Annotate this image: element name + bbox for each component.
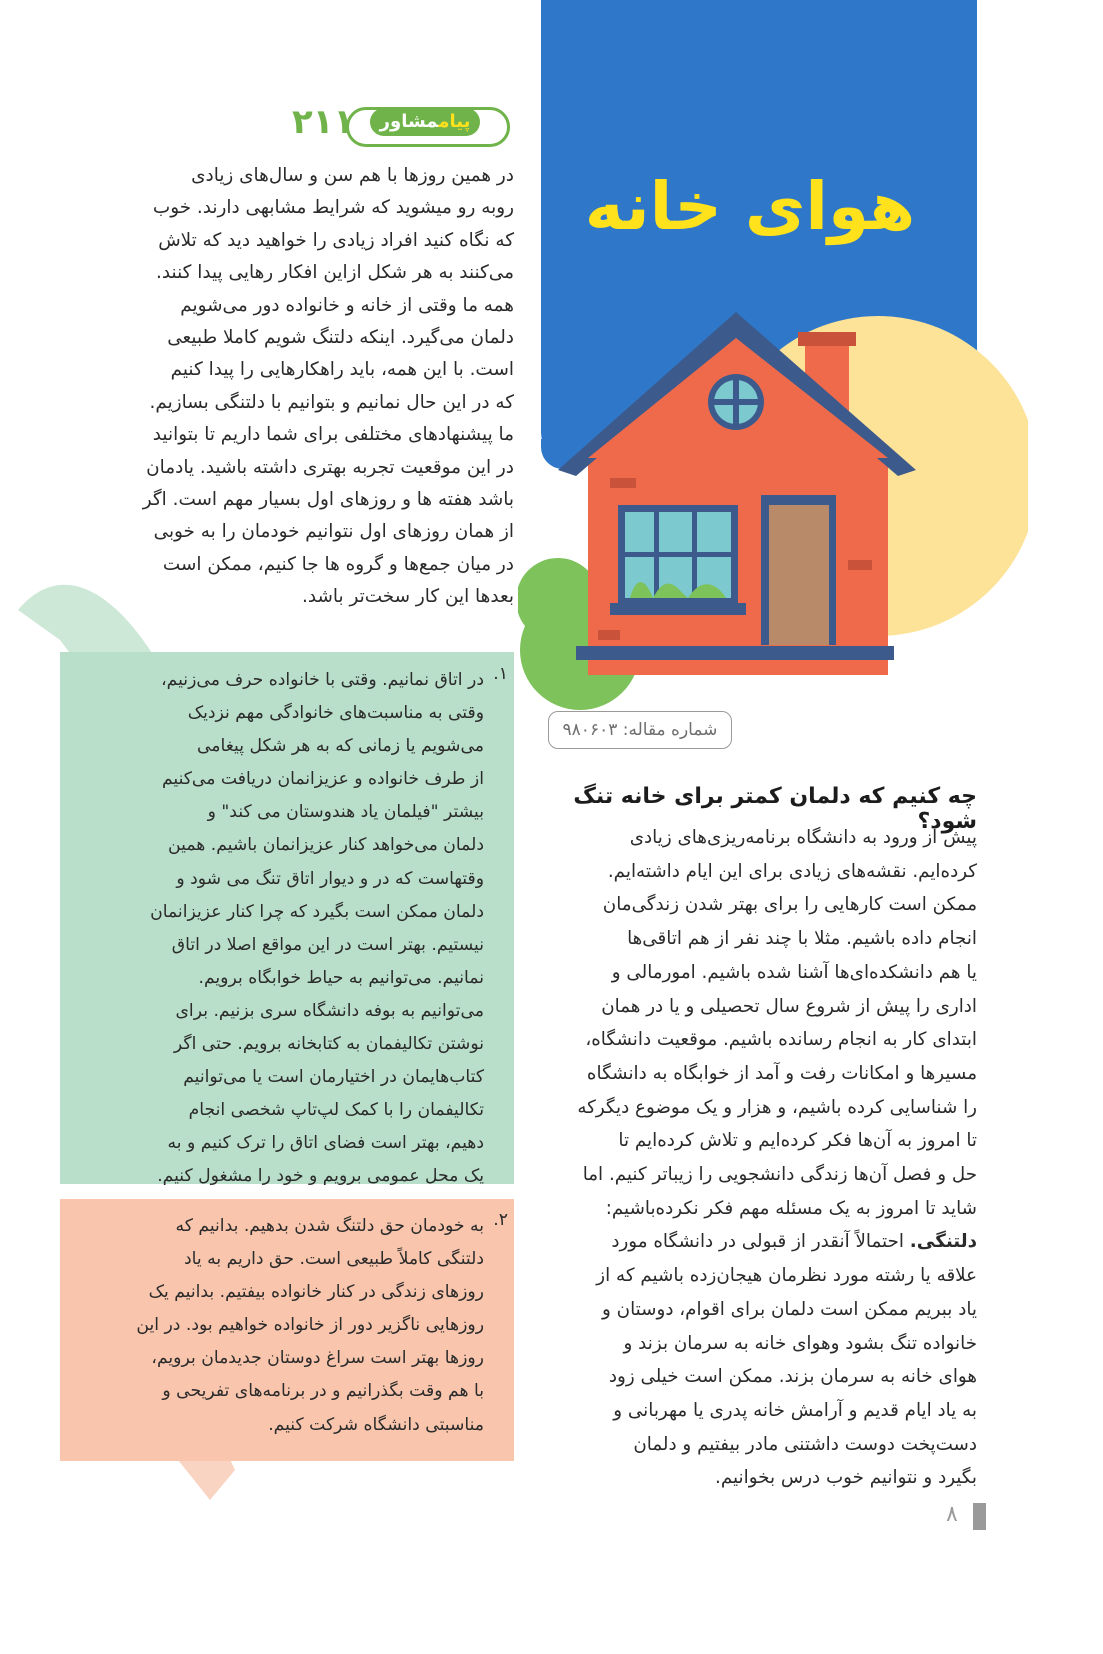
right-text-line: دست‌پخت دوست داشتنی مادر بیفتیم و دلمان	[633, 1433, 977, 1455]
tip-1-line: نوشتن تکالیفمان به کتابخانه برویم. حتی اگر	[173, 1034, 484, 1055]
intro-paragraph	[78, 160, 514, 614]
tip-2-number: ۲.	[493, 1210, 508, 1230]
right-text-line: یاد ببریم ممکن است دلمان برای اقوام، دوستان و	[602, 1298, 977, 1320]
tip-2-line: با هم وقت بگذرانیم و در برنامه‌های تفریحی و	[162, 1381, 484, 1402]
intro-line: روبه رو میشوید که شرایط مشابهی دارند. خوب	[152, 197, 514, 219]
logo-name-part2: مشاور	[379, 111, 439, 132]
tip-1-line: کتاب‌هایمان در اختیارمان است یا می‌توانیم	[183, 1067, 484, 1088]
right-column-text	[545, 821, 977, 1495]
intro-line: است. با این همه، باید راهکارهایی را پیدا کنیم	[170, 359, 514, 381]
intro-line: از همان روزهای اول نتوانیم خودمان را به خوبی	[153, 521, 514, 543]
tip-1-line: دلمان ممکن است بگیرد که چرا کنار عزیزانمان	[150, 901, 484, 922]
intro-line: دلمان می‌گیرد. اینکه دلتنگ شویم کاملا طبیعی	[167, 327, 514, 349]
tip-1-line: می‌شویم یا زمانی که به هر شکل پیغامی	[196, 736, 484, 757]
tip-2-line: روزهایی ناگزیر دور از خانواده خواهیم بود. در این	[136, 1315, 484, 1336]
tip-1-number: ۱.	[493, 664, 508, 684]
tip-box-1	[60, 652, 514, 1187]
page-title: هوای خانه	[584, 168, 916, 245]
tip-1-line: دهیم، بهتر است فضای اتاق را ترک کنیم و به	[167, 1133, 484, 1154]
tip-2-line: مناسبتی دانشگاه شرکت کنیم.	[268, 1414, 484, 1435]
right-text-line: کرده‌ایم. نقشه‌های زیادی برای این ایام داشته‌ایم.	[607, 860, 977, 882]
right-text-line: شاید تا امروز به یک مسئله مهم فکر نکرده‌باشیم:	[605, 1197, 977, 1219]
right-text-line: به یاد ایام قدیم و آرامش خانه پدری یا مهربانی و	[613, 1399, 977, 1421]
tip-2-line: روزهای زندگی در کنار خانواده بیفتیم. بدانیم یک	[148, 1282, 484, 1303]
tip-2-text	[78, 1210, 484, 1442]
intro-line: در این موقعیت تجربه بهتری داشته باشید. یادمان	[146, 456, 514, 478]
right-text-line: مسیرها و امکانات رفت و آمد از خوابگاه به دانشگاه	[586, 1062, 977, 1084]
tip-2-line: به خودمان حق دلتنگ شدن بدهیم. بدانیم که	[175, 1216, 484, 1236]
right-text-line: ممکن است کارهایی را برای بهتر شدن زندگی‌مان	[602, 894, 977, 916]
bush-left-2	[518, 558, 600, 642]
tip-1-line: نیستیم. بهتر است در این مواقع اصلا در اتاق	[171, 934, 484, 955]
intro-line: در همین روزها با هم سن و سال‌های زیادی	[191, 165, 514, 186]
tip-1-line: دلمان می‌خواهد کنار عزیزانمان باشیم. همین	[168, 835, 484, 856]
issue-number: ۲۱۱	[292, 102, 355, 142]
tip-1-line: در اتاق نمانیم. وقتی با خانواده حرف می‌زنیم،	[161, 670, 484, 690]
right-text-line: پیش از ورود به دانشگاه برنامه‌ریزی‌های زیادی	[629, 827, 977, 848]
tip-2-line: روزها بهتر است سراغ دوستان جدیدمان برویم،	[151, 1348, 484, 1369]
page-number-bar	[973, 1503, 986, 1530]
article-number: شماره مقاله: ۹۸۰۶۰۳	[548, 711, 732, 749]
keyword-homesickness: دلتنگی.	[909, 1231, 977, 1253]
right-text-line	[545, 1225, 977, 1259]
tip-2-content	[60, 1210, 514, 1450]
magazine-logo	[292, 104, 512, 144]
page-number: ۸	[946, 1502, 958, 1527]
tip-1-line: بیشتر "فیلمان یاد هندوستان می کند" و	[207, 802, 484, 823]
section-heading: چه کنیم که دلمان کمتر برای خانه تنگ شود؟	[573, 784, 977, 834]
right-text-line: تا امروز به آن‌ها فکر کرده‌ایم و تلاش کرده‌ایم تا	[618, 1130, 977, 1152]
intro-line: می‌کنند به هر شکل ازاین افکار رهایی پیدا کنند.	[156, 262, 514, 284]
tip-1-line: وقتهاست که در و دیوار اتاق تنگ می شود و	[176, 868, 484, 889]
intro-line: که در این حال نمانیم و بتوانیم با دلتنگی بسازیم.	[149, 391, 514, 413]
right-text-line: بگیرد و نتوانیم خوب درس بخوانیم.	[715, 1467, 977, 1489]
tip-1-line: می‌توانیم به بوفه دانشگاه سری بزنیم. برای	[175, 1000, 484, 1021]
house-base	[576, 646, 894, 660]
right-text-line: هوای خانه به سرمان بزند. ممکن است خیلی زود	[608, 1366, 977, 1388]
intro-line: همه ما وقتی از خانه و خانواده دور می‌شویم	[180, 294, 514, 316]
tip-1-text	[78, 664, 484, 1194]
intro-line: که نگاه کنید افراد زیادی را خواهید دید که تلاش	[158, 229, 514, 251]
intro-line: باشد هفته ها و روزهای اول بسیار مهم است. اگر	[142, 489, 514, 511]
tip-1-line: یک محل عمومی برویم و خود را مشغول کنیم.	[157, 1166, 484, 1187]
right-text-line: علاقه یا رشته مورد نظرمان هیجان‌زده باشیم که از	[596, 1265, 977, 1287]
chimney-top	[798, 332, 856, 346]
logo-name	[370, 108, 480, 136]
right-text-line: اداری را پیش از شروع سال تحصیلی و یا در همان	[601, 995, 977, 1017]
right-text-line: انجام داده باشیم. مثلا با چند نفر از هم اتاقی‌ها	[627, 928, 977, 950]
tip-1-line: از طرف خانواده و عزیزانمان دریافت می‌کنیم	[161, 769, 484, 790]
window-sill	[610, 603, 746, 615]
right-text-line: را شناسایی کرده باشیم، و هزار و یک موضوع دیگرکه	[577, 1096, 977, 1118]
tip-1-content	[60, 664, 514, 1187]
tip-box-2	[60, 1199, 514, 1461]
right-text-line: یا هم دانشکده‌ای‌ها آشنا شده باشیم. امورمالی و	[611, 961, 977, 983]
house-illustration	[518, 300, 1028, 730]
intro-line: بعدها این کار سخت‌تر باشد.	[301, 586, 514, 608]
door	[769, 505, 829, 645]
right-text-line: حل و فصل آن‌ها زندگی دانشجویی را زیباتر کنیم. اما	[582, 1164, 977, 1186]
intro-line: ما پیشنهادهای مختلفی برای شما داریم تا بتوانید	[152, 424, 514, 446]
tip-1-line: وقتی به مناسبت‌های خانوادگی مهم نزدیک	[187, 703, 484, 724]
keyword-sentence: احتمالاً آنقدر از قبولی در دانشگاه مورد	[611, 1231, 910, 1253]
tip-2-line: دلتنگی کاملاً طبیعی است. حق داریم به یاد	[184, 1249, 484, 1270]
tip-1-line: نمانیم. می‌توانیم به حیاط خوابگاه برویم.	[198, 967, 484, 988]
logo-name-part1: پیام	[438, 111, 471, 132]
right-text-line: خانواده تنگ بشود وهوای خانه به سرمان بزند و	[623, 1332, 977, 1354]
right-text-line: ابتدای کار به انجام رسانده باشیم. موقعیت دانشگاه،	[585, 1029, 977, 1051]
tip-1-line: تکالیفمان را با کمک لپ‌تاپ شخصی انجام	[188, 1100, 484, 1121]
intro-line: در میان جمع‌ها و گروه ها جا کنیم، ممکن است	[162, 553, 514, 575]
